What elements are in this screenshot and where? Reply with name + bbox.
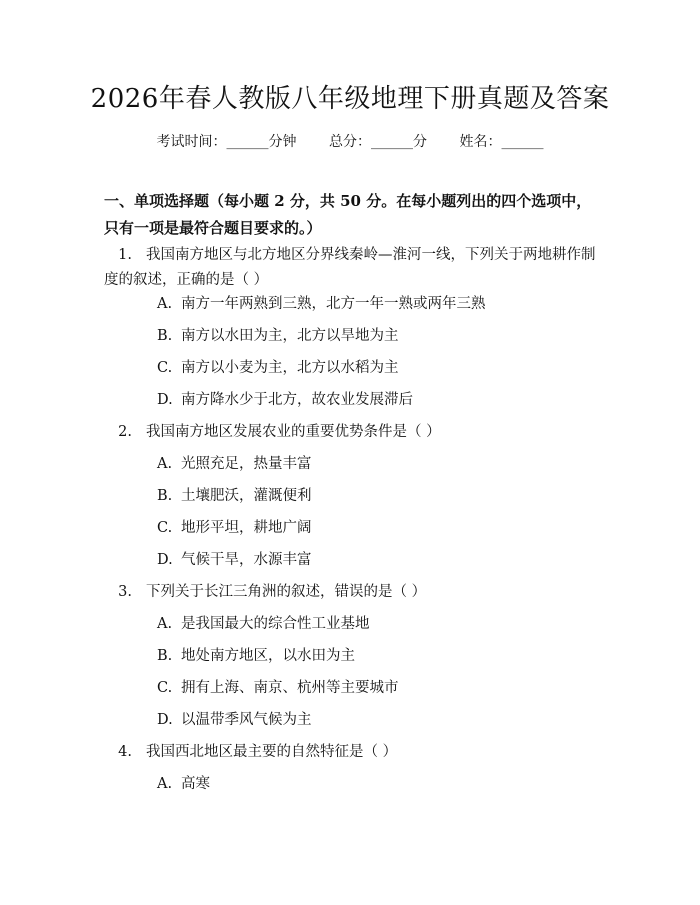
option-2b: B. 土壤肥沃，灌溉便利	[157, 488, 312, 504]
question-4	[104, 740, 604, 765]
option-3d: D. 以温带季风气候为主	[157, 712, 312, 728]
question-number: 1.	[118, 247, 132, 263]
question-1	[104, 243, 604, 293]
total-score-field: 总分：______分	[329, 134, 427, 150]
option-3c: C. 拥有上海、南京、杭州等主要城市	[157, 680, 399, 696]
exam-meta	[0, 131, 700, 151]
question-number: 4.	[118, 744, 132, 760]
question-text: 我国南方地区与北方地区分界线秦岭—淮河一线，下列关于两地耕作制度的叙述，正确的是（ ）	[104, 247, 596, 288]
question-number: 2.	[118, 424, 132, 440]
option-3a: A. 是我国最大的综合性工业基地	[157, 616, 370, 632]
name-field: 姓名：______	[459, 134, 544, 150]
section-heading: 一、单项选择题（每小题 2 分，共 50 分。在每小题列出的四个选项中，只有一项是最符合题目要求的。）	[104, 192, 592, 237]
option-1b: B. 南方以水田为主，北方以旱地为主	[157, 328, 399, 344]
question-text: 我国西北地区最主要的自然特征是（ ）	[146, 744, 398, 760]
question-2	[104, 420, 604, 445]
option-2a: A. 光照充足，热量丰富	[157, 456, 312, 472]
option-3b: B. 地处南方地区，以水田为主	[157, 648, 355, 664]
question-text: 我国南方地区发展农业的重要优势条件是（ ）	[146, 424, 441, 440]
option-4a: A. 高寒	[157, 776, 210, 792]
page-title: 2026年春人教版八年级地理下册真题及答案	[90, 84, 610, 114]
exam-time-field: 考试时间：______分钟	[156, 134, 297, 150]
question-3	[104, 580, 604, 605]
question-number: 3.	[118, 584, 132, 600]
option-2d: D. 气候干旱，水源丰富	[157, 552, 312, 568]
option-1c: C. 南方以小麦为主，北方以水稻为主	[157, 360, 399, 376]
option-2c: C. 地形平坦，耕地广阔	[157, 520, 312, 536]
option-1a: A. 南方一年两熟到三熟，北方一年一熟或两年三熟	[157, 296, 486, 312]
question-text: 下列关于长江三角洲的叙述，错误的是（ ）	[146, 584, 427, 600]
option-1d: D. 南方降水少于北方，故农业发展滞后	[157, 392, 413, 408]
